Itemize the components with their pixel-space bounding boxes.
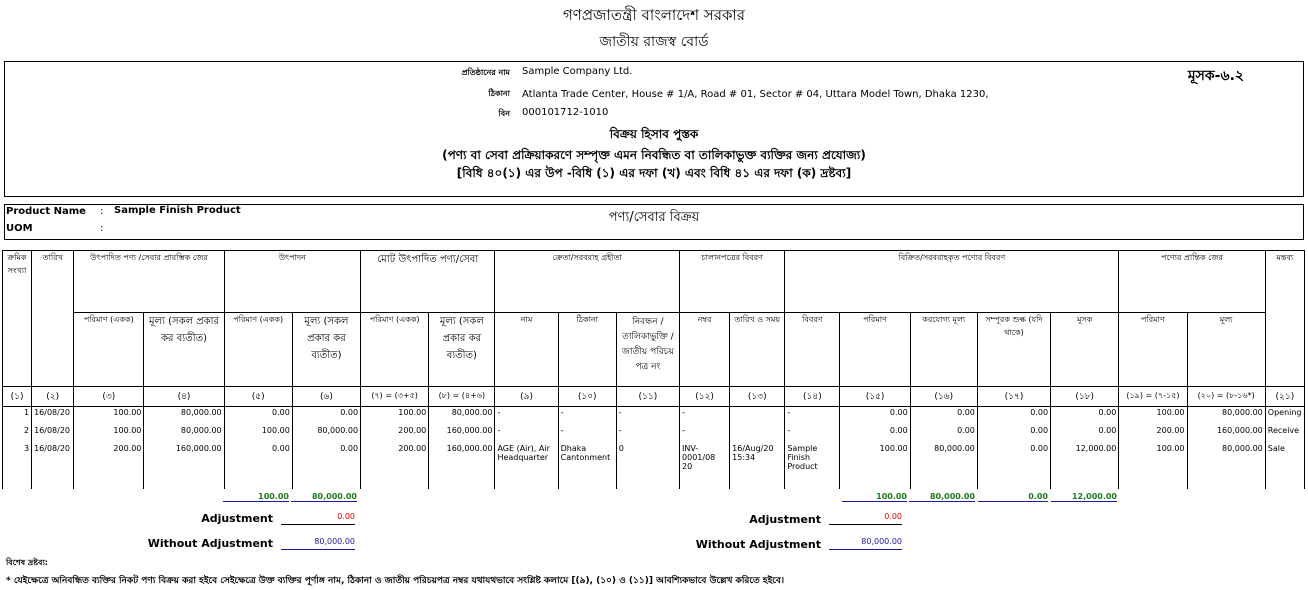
cell-open-qty: 100.00 [74,407,144,425]
group-header-row [3,251,1305,313]
col-production-header: উৎপাদন [224,251,360,313]
col-closing-header: পণ্যের প্রান্তিক জের [1119,251,1265,313]
cell-buyer-reg: 0 [616,443,679,489]
cell-cl-val: 160,000.00 [1187,425,1265,443]
cell-taxable: 0.00 [910,407,977,425]
cell-buyer-addr: - [558,407,616,425]
colnum: (১৬) [910,387,977,407]
adjustment-label-right: Adjustment [749,513,821,526]
colnum: (১১) [616,387,679,407]
cell-tot-qty: 100.00 [361,407,429,425]
col-opening-header: উৎপাদিত পণ্য /সেবার প্রারম্ভিক জের [74,251,224,313]
cell-cl-val: 80,000.00 [1187,443,1265,489]
cell-buyer-name: AGE (Air), Air Headquarter [495,443,558,489]
sub-challan-date: তারিখ ও সময় [730,313,785,387]
cell-taxable: 80,000.00 [910,443,977,489]
book-title: বিক্রয় হিসাব পুস্তক [609,127,699,141]
colnum: (১) [3,387,32,407]
cell-remark: Receive [1265,425,1304,443]
colnum: (১০) [558,387,616,407]
product-colon: : [100,206,104,217]
special-note-title: বিশেষ দ্রষ্টব্য: [6,558,48,567]
colnum: (৪) [144,387,224,407]
cell-vat: 0.00 [1051,407,1119,425]
without-adjustment-label-right: Without Adjustment [695,538,821,551]
total-prod-val: 80,000.00 [291,492,357,502]
colnum: (১৩) [730,387,785,407]
cell-desc: - [785,425,840,443]
cell-tot-val: 160,000.00 [429,425,495,443]
sub-taxable: করযোগ্য মূল্য [910,313,977,387]
company-bin: 000101712-1010 [522,107,609,118]
cell-prod-qty: 0.00 [224,443,292,489]
special-note-text: * যেইক্ষেত্রে অনিবন্ধিত ব্যক্তির নিকট পণ্য বিক্রয় করা হইবে সেইক্ষেত্রে উক্ত ব্যক্তির পূর্ণাঙ্গ নাম, ঠিকানা ও জাতীয় পরিচয়পত্র নম্বর যথাযথভাবে সংশ্লিষ্ট কলামে [(৯), (১০) ও (১১)] আবশ্যিকভাবে উল্লেখ করিতে হইবে। [6,576,785,586]
col-sold-header: বিক্রিত/সরবরাহকৃত পণ্যের বিবরণ [785,251,1119,313]
cell-sd: 0.00 [977,443,1050,489]
sub-prod-val: মূল্য (সকল প্রকার কর ব্যতীত) [292,313,360,387]
cell-tot-qty: 200.00 [361,443,429,489]
cell-sl: 3 [3,443,32,489]
cell-tot-val: 160,000.00 [429,443,495,489]
total-prod-qty: 100.00 [223,492,289,502]
rule-reference: [বিধি ৪০(১) এর উপ -বিধি (১) এর দফা (খ) এবং বিধি ৪১ এর দফা (ক) দ্রষ্টব্য] [456,166,852,180]
cell-qty: 100.00 [840,443,910,489]
cell-buyer-name: - [495,425,558,443]
sub-open-val: মূল্য (সকল প্রকার কর ব্যতীত) [144,313,224,387]
table-row [3,407,1305,425]
total-taxable: 80,000.00 [909,492,975,502]
uom-colon: : [100,223,104,234]
colnum: (২০) = (৮-১৬*) [1187,387,1265,407]
cell-sd: 0.00 [977,407,1050,425]
cell-prod-qty: 100.00 [224,425,292,443]
sub-qty: পরিমাণ [840,313,910,387]
company-name-label: প্রতিষ্ঠানের নাম [461,68,510,77]
cell-date: 16/08/20 [32,407,74,425]
table-row [3,443,1305,489]
cell-open-val: 80,000.00 [144,407,224,425]
cell-prod-val: 80,000.00 [292,425,360,443]
cell-desc: Sample Finish Product [785,443,840,489]
cell-prod-qty: 0.00 [224,407,292,425]
sub-header-row [3,313,1305,387]
sub-buyer-address: ঠিকানা [558,313,616,387]
cell-desc: - [785,407,840,425]
total-sold-qty: 100.00 [842,492,907,502]
cell-qty: 0.00 [840,425,910,443]
cell-buyer-addr: Dhaka Cantonment [558,443,616,489]
cell-buyer-reg: - [616,407,679,425]
without-adjustment-value-right: 80,000.00 [829,537,902,550]
colnum: (১২) [680,387,730,407]
colnum: (৮) = (৪+৬) [429,387,495,407]
company-address-label: ঠিকানা [488,89,510,98]
without-adjustment-value-left: 80,000.00 [281,537,355,550]
colnum: (৫) [224,387,292,407]
cell-date: 16/08/20 [32,443,74,489]
cell-remark: Sale [1265,443,1304,489]
col-serial-header: ক্রমিক সংখ্যা [3,251,32,387]
sub-buyer-name: নাম [495,313,558,387]
cell-cl-qty: 100.00 [1119,407,1187,425]
sub-prod-qty: পরিমাণ (একক) [224,313,292,387]
sub-challan-no: নম্বর [680,313,730,387]
cell-challan-no: - [680,407,730,425]
cell-vat: 0.00 [1051,425,1119,443]
cell-challan-no: INV-0001/08 20 [680,443,730,489]
colnum: (২১) [1265,387,1304,407]
book-subtitle: (পণ্য বা সেবা প্রক্রিয়াকরণে সম্পৃক্ত এমন নিবন্ধিত বা তালিকাভুক্ত ব্যক্তির জন্য প্রযোজ্য) [442,148,866,162]
cell-tot-qty: 200.00 [361,425,429,443]
colnum: (১৫) [840,387,910,407]
cell-qty: 0.00 [840,407,910,425]
cell-sl: 1 [3,407,32,425]
adjustment-value-right: 0.00 [829,512,902,525]
cell-tot-val: 80,000.00 [429,407,495,425]
company-bin-label: বিন [498,109,510,118]
cell-sd: 0.00 [977,425,1050,443]
cell-buyer-reg: - [616,425,679,443]
sub-buyer-reg: নিবন্ধন / তালিকাভুক্তি / জাতীয় পরিচয় পত্র নং [616,313,679,387]
colnum: (৯) [495,387,558,407]
cell-open-qty: 100.00 [74,425,144,443]
adjustment-value-left: 0.00 [281,512,355,525]
colnum: (৬) [292,387,360,407]
company-address: Atlanta Trade Center, House # 1/A, Road # 01, Sector # 04, Uttara Model Town, Dhaka 1230, [522,89,989,100]
column-number-row [3,387,1305,407]
sub-closing-val: মূল্য [1187,313,1265,387]
colnum: (১৮) [1051,387,1119,407]
col-remarks-header: মন্তব্য [1265,251,1304,387]
board-title: জাতীয় রাজস্ব বোর্ড [599,34,709,50]
product-name-value: Sample Finish Product [114,205,241,216]
cell-open-val: 160,000.00 [144,443,224,489]
col-date-header: তারিখ [32,251,74,387]
form-number: মূসক-৬.২ [1187,68,1244,84]
table-row [3,425,1305,443]
cell-cl-val: 80,000.00 [1187,407,1265,425]
cell-challan-dt [730,407,785,425]
cell-sl: 2 [3,425,32,443]
cell-challan-no: - [680,425,730,443]
colnum: (১৭) [977,387,1050,407]
colnum: (১৪) [785,387,840,407]
section-title: পণ্য/সেবার বিক্রয় [608,210,700,225]
cell-prod-val: 0.00 [292,443,360,489]
government-title: গণপ্রজাতন্ত্রী বাংলাদেশ সরকার [562,6,746,24]
uom-label: UOM [6,223,33,234]
without-adjustment-label-left: Without Adjustment [147,537,273,550]
cell-remark: Opening [1265,407,1304,425]
sub-vat: মূসক [1051,313,1119,387]
total-sd: 0.00 [978,492,1048,502]
sub-closing-qty: পরিমাণ [1119,313,1187,387]
cell-vat: 12,000.00 [1051,443,1119,489]
colnum: (১৯) = (৭-১৫) [1119,387,1187,407]
cell-challan-dt: 16/Aug/20 15:34 [730,443,785,489]
cell-buyer-addr: - [558,425,616,443]
col-buyer-header: ক্রেতা/সরবরাহ গ্রহীতা [495,251,680,313]
col-challan-header: চালানপত্রের বিবরণ [680,251,785,313]
sub-desc: বিবরণ [785,313,840,387]
cell-date: 16/08/20 [32,425,74,443]
cell-buyer-name: - [495,407,558,425]
colnum: (২) [32,387,74,407]
product-name-label: Product Name [6,206,86,217]
sales-register-table [2,250,1305,489]
cell-prod-val: 0.00 [292,407,360,425]
cell-open-val: 80,000.00 [144,425,224,443]
company-name: Sample Company Ltd. [522,66,633,77]
adjustment-label-left: Adjustment [201,512,273,525]
sub-tot-qty: পরিমাণ (একক) [361,313,429,387]
total-vat: 12,000.00 [1051,492,1117,502]
col-total-header: মোট উৎপাদিত পণ্য/সেবা [361,251,495,313]
cell-taxable: 0.00 [910,425,977,443]
colnum: (৭) = (৩+৫) [361,387,429,407]
sub-open-qty: পরিমাণ (একক) [74,313,144,387]
sub-sd: সম্পূরক শুল্ক (যদি থাকে) [977,313,1050,387]
sub-tot-val: মূল্য (সকল প্রকার কর ব্যতীত) [429,313,495,387]
cell-cl-qty: 200.00 [1119,425,1187,443]
cell-challan-dt [730,425,785,443]
cell-cl-qty: 100.00 [1119,443,1187,489]
cell-open-qty: 200.00 [74,443,144,489]
colnum: (৩) [74,387,144,407]
